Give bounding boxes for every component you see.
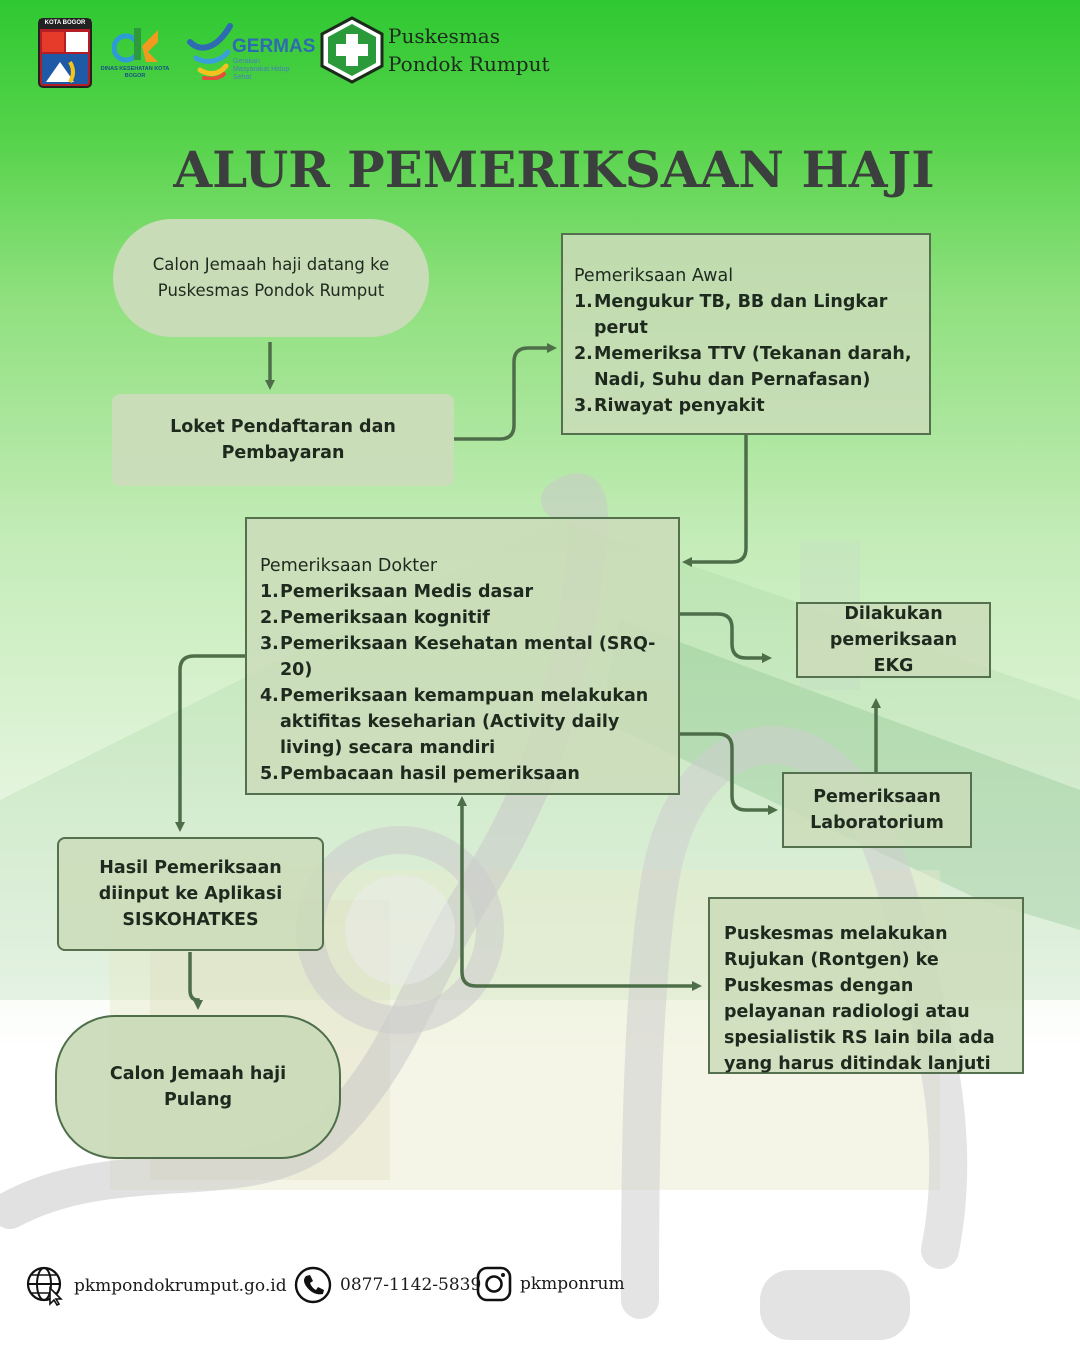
list-item <box>574 289 919 341</box>
footer-phone-text: 0877-1142-5839 <box>340 1275 482 1295</box>
footer-website[interactable] <box>26 1266 287 1306</box>
page-title: ALUR PEMERIKSAAN HAJI <box>173 140 935 199</box>
initial-exam-list <box>574 289 919 419</box>
germas-logo-icon <box>186 22 234 80</box>
list-item <box>260 631 670 683</box>
node-laboratory-text: Pemeriksaan Laboratorium <box>810 787 944 833</box>
node-laboratory <box>782 772 972 848</box>
list-item-number: 3. <box>574 396 593 416</box>
list-item-text: Pemeriksaan Medis dasar <box>280 582 534 602</box>
node-ekg <box>796 602 991 678</box>
initial-exam-heading: Pemeriksaan Awal <box>574 266 734 286</box>
list-item-text: Pemeriksaan Kesehatan mental (SRQ-20) <box>280 634 656 680</box>
list-item-number: 1. <box>574 292 593 312</box>
list-item-text: Pemeriksaan kognitif <box>280 608 490 628</box>
node-ekg-text: Dilakukan pemeriksaan EKG <box>829 604 958 676</box>
germas-sub-label: Gerakan Masyarakat Hidup Sehat <box>233 58 290 81</box>
instagram-icon <box>476 1266 512 1302</box>
list-item-number: 4. <box>260 686 279 706</box>
node-arrival-text: Calon Jemaah haji datang ke Puskesmas Pondok Rumput <box>152 255 390 300</box>
list-item-number: 3. <box>260 634 279 654</box>
list-item-number: 2. <box>260 608 279 628</box>
footer-instagram[interactable] <box>476 1266 625 1302</box>
doctor-exam-list <box>260 579 670 787</box>
list-item-text: Memeriksa TTV (Tekanan darah, Nadi, Suhu dan Pernafasan) <box>594 344 912 390</box>
node-referral <box>708 897 1024 1074</box>
dinkes-logo-icon <box>112 26 160 66</box>
phone-icon <box>294 1266 332 1304</box>
puskesmas-logo-icon <box>320 16 384 84</box>
list-item <box>260 605 670 631</box>
node-go-home <box>55 1015 341 1159</box>
footer-instagram-text: pkmponrum <box>520 1274 625 1294</box>
node-input-result <box>57 837 324 951</box>
org-name-line2: Pondok Rumput <box>388 52 550 76</box>
list-item-text: Pemeriksaan kemampuan melakukan aktifitas keseharian (Activity daily living) secara mandiri <box>280 686 649 758</box>
kota-bogor-logo-icon <box>38 18 92 88</box>
list-item <box>574 341 919 393</box>
list-item-number: 2. <box>574 344 593 364</box>
list-item-number: 5. <box>260 764 279 784</box>
kota-bogor-label: KOTA BOGOR <box>44 20 86 26</box>
footer-website-text: pkmpondokrumput.go.id <box>74 1276 287 1296</box>
list-item <box>260 761 670 787</box>
dinkes-label: DINAS KESEHATAN KOTA BOGOR <box>100 66 170 79</box>
org-name-line1: Puskesmas <box>388 24 500 48</box>
node-initial-exam <box>561 233 931 435</box>
node-input-result-text: Hasil Pemeriksaan diinput ke Aplikasi SISKOHATKES <box>98 858 283 930</box>
germas-label: GERMAS <box>232 36 316 57</box>
node-referral-text: Puskesmas melakukan Rujukan (Rontgen) ke Puskesmas dengan pelayanan radiologi atau spesialistik RS lain bila ada yang harus ditindak lanjuti <box>724 924 995 1074</box>
node-doctor-exam <box>245 517 680 795</box>
list-item-text: Mengukur TB, BB dan Lingkar perut <box>594 292 888 338</box>
list-item-text: Pembacaan hasil pemeriksaan <box>280 764 580 784</box>
list-item-text: Riwayat penyakit <box>594 396 765 416</box>
node-arrival <box>113 219 429 337</box>
list-item <box>260 579 670 605</box>
node-registration <box>112 394 454 486</box>
list-item-number: 1. <box>260 582 279 602</box>
globe-icon <box>26 1266 66 1306</box>
list-item <box>260 683 670 761</box>
list-item <box>574 393 919 419</box>
node-go-home-text: Calon Jemaah haji Pulang <box>109 1064 287 1110</box>
node-registration-text: Loket Pendaftaran dan Pembayaran <box>170 417 396 463</box>
footer-phone[interactable] <box>294 1266 481 1304</box>
doctor-exam-heading: Pemeriksaan Dokter <box>260 556 438 576</box>
